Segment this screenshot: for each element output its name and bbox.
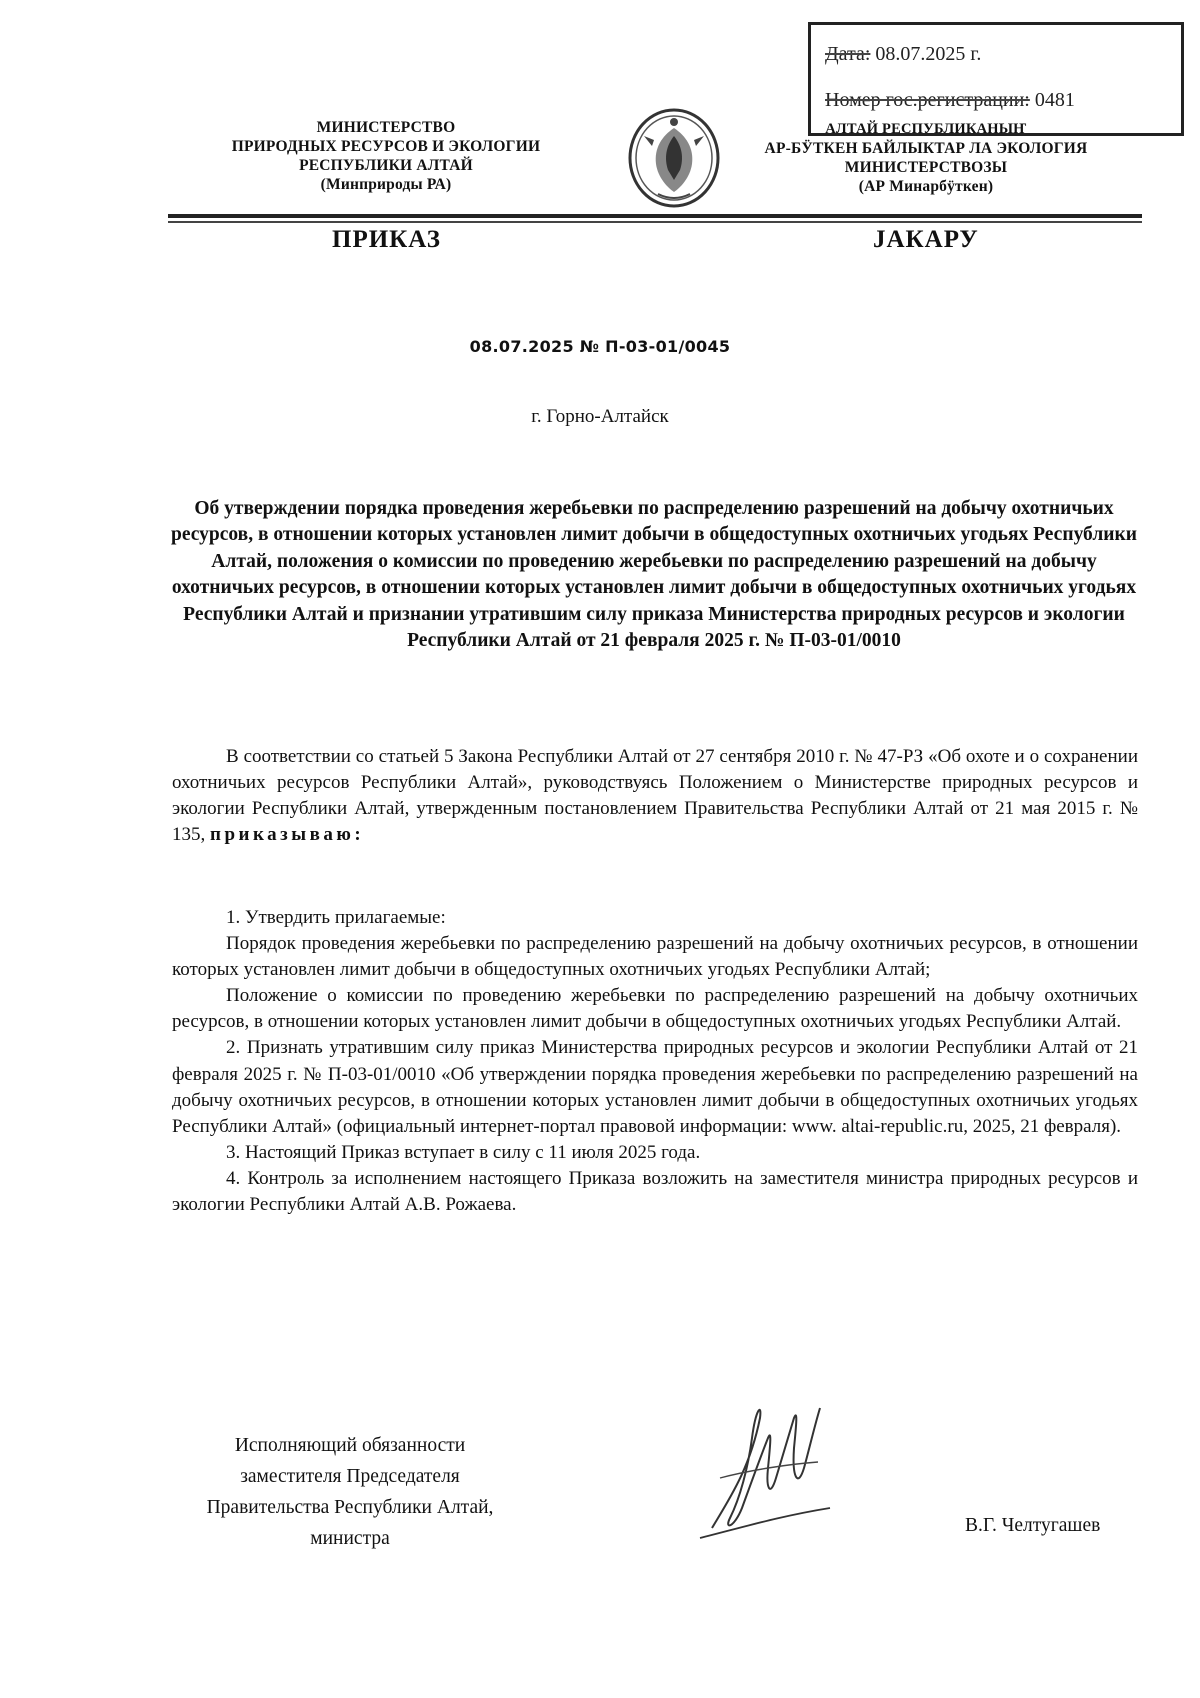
- registration-stamp: [808, 22, 1184, 136]
- preamble-text: [172, 744, 1138, 848]
- title-ru: ПРИКАЗ: [332, 226, 441, 253]
- header-divider: [168, 221, 1142, 223]
- preamble: [172, 744, 1138, 848]
- order-items: [172, 905, 1138, 1218]
- header-line: ПРИРОДНЫХ РЕСУРСОВ И ЭКОЛОГИИ: [231, 138, 541, 155]
- ministry-header-alt: [726, 120, 1126, 196]
- preamble-body: В соответствии со статьей 5 Закона Республики Алтай от 27 сентября 2010 г. № 47-РЗ «Об охоте и о сохранении охотничьих ресурсов Республики Алтай», руководствуясь Положением о Министерстве природных ресурсов и экологии Республики Алтай, утвержденным постановлением Правительства Республики Алтай от 21 мая 2015 г. № 135,: [172, 746, 1138, 846]
- position-line: заместителя Председателя: [240, 1466, 460, 1487]
- order-item: Порядок проведения жеребьевки по распределению разрешений на добычу охотничьих ресурсов, в отношении которых установлен лимит добычи в общедоступных охотничьих угодьях Республики Алтай;: [172, 933, 1138, 981]
- header-line: (АР Минарбӱткен): [858, 178, 994, 195]
- position-line: Исполняющий обязанности: [234, 1435, 466, 1456]
- position-line: министра: [310, 1528, 390, 1549]
- registration-date: [825, 43, 981, 66]
- header-line: МИНИСТЕРСТВОЗЫ: [844, 159, 1008, 176]
- header-line: АР-БӰТКЕН БАЙЛЫКТАР ЛА ЭКОЛОГИЯ: [764, 140, 1088, 157]
- header-line: МИНИСТЕРСТВО: [316, 119, 456, 136]
- order-item: Положение о комиссии по проведению жеребьевки по распределению разрешений на добычу охотничьих ресурсов, в отношении которых установлен лимит добычи в общедоступных охотничьих угодьях Республики Алтай.: [172, 985, 1138, 1033]
- order-word: приказываю:: [210, 824, 365, 846]
- handwritten-signature: [690, 1378, 840, 1548]
- registration-number-label: Номер гос.регистрации:: [825, 89, 1030, 111]
- signatory-name: В.Г. Челтугашев: [965, 1515, 1101, 1536]
- order-item: 1. Утвердить прилагаемые:: [226, 907, 446, 928]
- document-subject: Об утверждении порядка проведения жеребьевки по распределению разрешений на добычу охотничьих ресурсов, в отношении которых установлен лимит добычи в общедоступных охотничьих угодьях Республики Алтай, положения о комиссии по проведению жеребьевки по распределению разрешений на добычу охотничьих ресурсов, в отношении которых установлен лимит добычи в общедоступных охотничьих угодьях Республики Алтай и признании утратившим силу приказа Министерства природных ресурсов и экологии Республики Алтай от 21 февраля 2025 г. № П-03-01/0010: [171, 498, 1137, 652]
- order-item: 2. Признать утратившим силу приказ Министерства природных ресурсов и экологии Республики Алтай от 21 февраля 2025 г. № П-03-01/0010 «Об утверждении порядка проведения жеребьевки по распределению разрешений на добычу охотничьих ресурсов, в отношении которых установлен лимит добычи в общедоступных охотничьих угодьях Республики Алтай» (официальный интернет-портал правовой информации: www. altai-republic.ru, 2025, 21 февраля).: [172, 1037, 1138, 1137]
- order-item: 4. Контроль за исполнением настоящего Приказа возложить на заместителя министра природных ресурсов и экологии Республики Алтай А.В. Рожаева.: [172, 1167, 1138, 1216]
- ministry-header-ru: [190, 118, 582, 194]
- header-line: (Минприроды РА): [320, 176, 452, 193]
- header-divider: [168, 214, 1142, 218]
- position-line: Правительства Республики Алтай,: [206, 1497, 494, 1518]
- title-alt: JАКАРУ: [873, 226, 979, 253]
- registration-number-value: 0481: [1034, 89, 1075, 111]
- header-line: АЛТАЙ РЕСПУБЛИКАНЫҤ: [825, 121, 1027, 137]
- header-line: РЕСПУБЛИКИ АЛТАЙ: [299, 157, 473, 174]
- republic-altai-emblem-icon: [624, 106, 724, 210]
- document-date-number: 08.07.2025 № П-03-01/0045: [469, 337, 731, 356]
- registration-date-label: Дата:: [825, 43, 871, 65]
- document-city: г. Горно-Алтайск: [531, 406, 669, 427]
- registration-date-value: 08.07.2025 г.: [875, 43, 982, 65]
- registration-number: [825, 89, 1075, 112]
- signatory-position: [160, 1430, 540, 1554]
- order-item: 3. Настоящий Приказ вступает в силу с 11 июля 2025 года.: [226, 1141, 701, 1163]
